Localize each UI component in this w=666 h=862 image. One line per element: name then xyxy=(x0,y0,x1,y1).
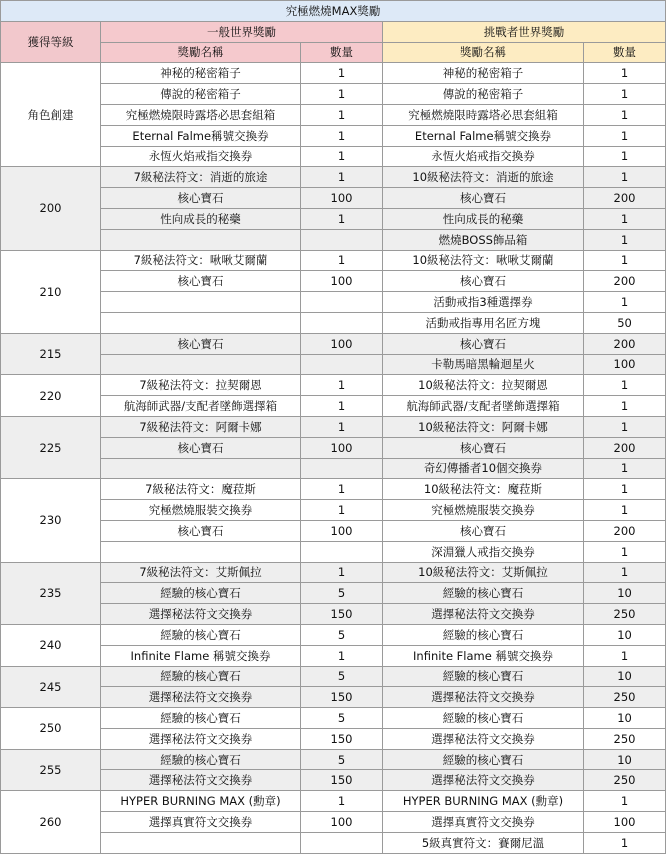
normal-quantity: 1 xyxy=(301,208,383,229)
table-row xyxy=(1,146,666,167)
normal-quantity: 1 xyxy=(301,146,383,167)
normal-quantity-header: 數量 xyxy=(301,42,383,63)
challenger-reward-name: Eternal Falme稱號交換券 xyxy=(383,125,584,146)
normal-quantity: 100 xyxy=(301,437,383,458)
table-row xyxy=(1,583,666,604)
level-cell: 210 xyxy=(1,250,101,333)
level-cell: 240 xyxy=(1,624,101,666)
table-row xyxy=(1,791,666,812)
challenger-quantity: 1 xyxy=(584,63,666,84)
challenger-reward-name: 選擇真實符文交換券 xyxy=(383,812,584,833)
challenger-quantity: 1 xyxy=(584,250,666,271)
challenger-quantity: 250 xyxy=(584,728,666,749)
challenger-reward-name: 經驗的核心寶石 xyxy=(383,708,584,729)
table-row xyxy=(1,125,666,146)
challenger-quantity: 1 xyxy=(584,832,666,853)
level-cell: 255 xyxy=(1,749,101,791)
table-row xyxy=(1,479,666,500)
challenger-quantity: 1 xyxy=(584,167,666,188)
normal-quantity: 1 xyxy=(301,125,383,146)
challenger-quantity: 1 xyxy=(584,375,666,396)
challenger-reward-name: 核心寶石 xyxy=(383,271,584,292)
normal-quantity: 1 xyxy=(301,63,383,84)
challenger-quantity-header: 數量 xyxy=(584,42,666,63)
table-title: 究極燃燒MAX獎勵 xyxy=(1,1,666,22)
challenger-reward-name: 選擇秘法符文交換券 xyxy=(383,687,584,708)
challenger-quantity: 10 xyxy=(584,624,666,645)
challenger-reward-name: 航海師武器/支配者墜飾選擇箱 xyxy=(383,396,584,417)
normal-reward-name: 究極燃燒服裝交換券 xyxy=(101,500,301,521)
table-row xyxy=(1,749,666,770)
normal-reward-name xyxy=(101,541,301,562)
normal-quantity: 150 xyxy=(301,687,383,708)
challenger-quantity: 200 xyxy=(584,520,666,541)
normal-reward-name: 核心寶石 xyxy=(101,188,301,209)
challenger-quantity: 1 xyxy=(584,562,666,583)
table-row xyxy=(1,229,666,250)
table-row xyxy=(1,458,666,479)
normal-quantity: 1 xyxy=(301,396,383,417)
challenger-quantity: 10 xyxy=(584,708,666,729)
normal-reward-name xyxy=(101,292,301,313)
normal-reward-name: 選擇真實符文交換券 xyxy=(101,812,301,833)
normal-reward-name: 神秘的秘密箱子 xyxy=(101,63,301,84)
challenger-quantity: 1 xyxy=(584,146,666,167)
level-cell: 260 xyxy=(1,791,101,853)
challenger-quantity: 1 xyxy=(584,791,666,812)
challenger-quantity: 1 xyxy=(584,416,666,437)
challenger-quantity: 1 xyxy=(584,229,666,250)
table-row xyxy=(1,63,666,84)
normal-quantity: 5 xyxy=(301,624,383,645)
challenger-reward-name: 神秘的秘密箱子 xyxy=(383,63,584,84)
normal-quantity: 1 xyxy=(301,375,383,396)
table-row xyxy=(1,416,666,437)
table-row xyxy=(1,188,666,209)
normal-quantity: 5 xyxy=(301,666,383,687)
challenger-reward-name: 深淵獵人戒指交換券 xyxy=(383,541,584,562)
challenger-reward-name: 10級秘法符文：魔菈斯 xyxy=(383,479,584,500)
table-row xyxy=(1,104,666,125)
normal-reward-name: 核心寶石 xyxy=(101,520,301,541)
challenger-reward-name: HYPER BURNING MAX (勳章) xyxy=(383,791,584,812)
normal-quantity: 150 xyxy=(301,604,383,625)
challenger-quantity: 1 xyxy=(584,104,666,125)
level-cell: 220 xyxy=(1,375,101,417)
table-row xyxy=(1,666,666,687)
table-row xyxy=(1,250,666,271)
challenger-reward-name: 10級秘法符文：阿爾卡娜 xyxy=(383,416,584,437)
table-row xyxy=(1,687,666,708)
normal-quantity: 150 xyxy=(301,770,383,791)
challenger-reward-name: Infinite Flame 稱號交換券 xyxy=(383,645,584,666)
challenger-reward-name: 10級秘法符文：拉契爾恩 xyxy=(383,375,584,396)
table-row xyxy=(1,562,666,583)
challenger-quantity: 10 xyxy=(584,583,666,604)
challenger-reward-name: 10級秘法符文：啾啾艾爾蘭 xyxy=(383,250,584,271)
normal-quantity: 100 xyxy=(301,188,383,209)
challenger-reward-name: 卡勒馬暗黑輪迴星火 xyxy=(383,354,584,375)
normal-quantity: 5 xyxy=(301,583,383,604)
normal-reward-name: 7級秘法符文：啾啾艾爾蘭 xyxy=(101,250,301,271)
challenger-reward-name: 性向成長的秘藥 xyxy=(383,208,584,229)
normal-quantity xyxy=(301,541,383,562)
normal-quantity xyxy=(301,292,383,313)
challenger-reward-name: 經驗的核心寶石 xyxy=(383,749,584,770)
normal-reward-name: 性向成長的秘藥 xyxy=(101,208,301,229)
normal-quantity xyxy=(301,229,383,250)
normal-quantity: 100 xyxy=(301,520,383,541)
normal-reward-name: 核心寶石 xyxy=(101,333,301,354)
table-row xyxy=(1,832,666,853)
normal-quantity xyxy=(301,312,383,333)
level-cell: 215 xyxy=(1,333,101,375)
normal-quantity: 100 xyxy=(301,333,383,354)
normal-world-header: 一般世界獎勵 xyxy=(101,21,383,42)
normal-reward-name: 經驗的核心寶石 xyxy=(101,708,301,729)
normal-quantity: 1 xyxy=(301,500,383,521)
table-row xyxy=(1,728,666,749)
table-row xyxy=(1,624,666,645)
table-row xyxy=(1,396,666,417)
challenger-reward-name: 選擇秘法符文交換券 xyxy=(383,728,584,749)
normal-quantity: 1 xyxy=(301,416,383,437)
normal-reward-name: 究極燃燒限時露塔必思套組箱 xyxy=(101,104,301,125)
normal-reward-name: Eternal Falme稱號交換券 xyxy=(101,125,301,146)
normal-reward-name xyxy=(101,312,301,333)
level-cell: 200 xyxy=(1,167,101,250)
table-body xyxy=(1,63,666,853)
challenger-reward-name: 選擇秘法符文交換券 xyxy=(383,770,584,791)
challenger-quantity: 1 xyxy=(584,84,666,105)
challenger-reward-name: 經驗的核心寶石 xyxy=(383,666,584,687)
normal-reward-name xyxy=(101,229,301,250)
normal-reward-name: 選擇秘法符文交換券 xyxy=(101,604,301,625)
challenger-quantity: 250 xyxy=(584,770,666,791)
normal-reward-name: 經驗的核心寶石 xyxy=(101,749,301,770)
challenger-reward-name: 核心寶石 xyxy=(383,520,584,541)
normal-reward-name: 永恆火焰戒指交換券 xyxy=(101,146,301,167)
challenger-reward-name: 經驗的核心寶石 xyxy=(383,624,584,645)
challenger-quantity: 250 xyxy=(584,604,666,625)
challenger-reward-name: 燃燒BOSS飾品箱 xyxy=(383,229,584,250)
normal-reward-name: 核心寶石 xyxy=(101,271,301,292)
challenger-quantity: 250 xyxy=(584,687,666,708)
table-row xyxy=(1,541,666,562)
normal-quantity: 5 xyxy=(301,708,383,729)
challenger-quantity: 1 xyxy=(584,125,666,146)
table-row xyxy=(1,167,666,188)
challenger-world-header: 挑戰者世界獎勵 xyxy=(383,21,666,42)
normal-reward-name: 選擇秘法符文交換券 xyxy=(101,728,301,749)
challenger-quantity: 1 xyxy=(584,396,666,417)
level-cell: 角色創建 xyxy=(1,63,101,167)
normal-reward-name xyxy=(101,354,301,375)
normal-quantity: 1 xyxy=(301,167,383,188)
level-cell: 245 xyxy=(1,666,101,708)
challenger-quantity: 200 xyxy=(584,271,666,292)
table-row xyxy=(1,437,666,458)
challenger-reward-name: 究極燃燒服裝交換券 xyxy=(383,500,584,521)
table-row xyxy=(1,375,666,396)
normal-reward-name: 經驗的核心寶石 xyxy=(101,583,301,604)
challenger-reward-name: 10級秘法符文：消逝的旅途 xyxy=(383,167,584,188)
normal-quantity: 150 xyxy=(301,728,383,749)
normal-reward-name: 經驗的核心寶石 xyxy=(101,666,301,687)
normal-reward-name: 核心寶石 xyxy=(101,437,301,458)
challenger-reward-name: 傳說的秘密箱子 xyxy=(383,84,584,105)
challenger-quantity: 1 xyxy=(584,479,666,500)
challenger-reward-name: 核心寶石 xyxy=(383,437,584,458)
level-cell: 250 xyxy=(1,708,101,750)
challenger-reward-name: 核心寶石 xyxy=(383,333,584,354)
challenger-reward-name: 選擇秘法符文交換券 xyxy=(383,604,584,625)
challenger-reward-name: 活動戒指3種選擇券 xyxy=(383,292,584,313)
level-cell: 230 xyxy=(1,479,101,562)
table-row xyxy=(1,812,666,833)
challenger-quantity: 200 xyxy=(584,333,666,354)
table-row xyxy=(1,271,666,292)
table-row xyxy=(1,292,666,313)
normal-reward-name: 經驗的核心寶石 xyxy=(101,624,301,645)
normal-quantity: 1 xyxy=(301,479,383,500)
normal-reward-name: 7級秘法符文：拉契爾恩 xyxy=(101,375,301,396)
table-row xyxy=(1,770,666,791)
challenger-reward-name: 5級真實符文：賽爾尼溫 xyxy=(383,832,584,853)
table-row xyxy=(1,354,666,375)
challenger-quantity: 10 xyxy=(584,666,666,687)
normal-quantity: 1 xyxy=(301,250,383,271)
table-row xyxy=(1,84,666,105)
level-cell: 225 xyxy=(1,416,101,478)
table-row xyxy=(1,333,666,354)
normal-reward-name xyxy=(101,832,301,853)
level-header: 獲得等級 xyxy=(1,21,101,63)
challenger-quantity: 1 xyxy=(584,500,666,521)
normal-quantity: 1 xyxy=(301,84,383,105)
table-row xyxy=(1,520,666,541)
challenger-reward-name: 核心寶石 xyxy=(383,188,584,209)
normal-reward-name: 7級秘法符文：消逝的旅途 xyxy=(101,167,301,188)
challenger-quantity: 100 xyxy=(584,354,666,375)
table-row xyxy=(1,708,666,729)
normal-quantity: 1 xyxy=(301,104,383,125)
normal-quantity: 1 xyxy=(301,645,383,666)
normal-quantity: 100 xyxy=(301,271,383,292)
challenger-quantity: 1 xyxy=(584,208,666,229)
normal-reward-name: 選擇秘法符文交換券 xyxy=(101,770,301,791)
normal-reward-name: HYPER BURNING MAX (勳章) xyxy=(101,791,301,812)
normal-reward-name: 7級秘法符文：阿爾卡娜 xyxy=(101,416,301,437)
normal-reward-name: 航海師武器/支配者墜飾選擇箱 xyxy=(101,396,301,417)
challenger-quantity: 100 xyxy=(584,812,666,833)
table-row xyxy=(1,312,666,333)
table-row xyxy=(1,500,666,521)
normal-quantity: 1 xyxy=(301,791,383,812)
challenger-reward-name: 永恆火焰戒指交換券 xyxy=(383,146,584,167)
table-row xyxy=(1,208,666,229)
challenger-quantity: 200 xyxy=(584,188,666,209)
normal-reward-name: 選擇秘法符文交換券 xyxy=(101,687,301,708)
table-row xyxy=(1,645,666,666)
normal-reward-name: Infinite Flame 稱號交換券 xyxy=(101,645,301,666)
challenger-quantity: 200 xyxy=(584,437,666,458)
normal-quantity: 5 xyxy=(301,749,383,770)
challenger-reward-name: 經驗的核心寶石 xyxy=(383,583,584,604)
normal-quantity xyxy=(301,354,383,375)
normal-reward-name: 7級秘法符文：艾斯佩拉 xyxy=(101,562,301,583)
challenger-quantity: 1 xyxy=(584,541,666,562)
challenger-quantity: 1 xyxy=(584,458,666,479)
challenger-reward-name: 10級秘法符文：艾斯佩拉 xyxy=(383,562,584,583)
challenger-reward-name: 活動戒指專用名匠方塊 xyxy=(383,312,584,333)
table-row xyxy=(1,604,666,625)
normal-quantity xyxy=(301,458,383,479)
normal-reward-name xyxy=(101,458,301,479)
challenger-reward-name: 奇幻傳播者10個交換券 xyxy=(383,458,584,479)
normal-quantity xyxy=(301,832,383,853)
challenger-quantity: 1 xyxy=(584,645,666,666)
normal-quantity: 1 xyxy=(301,562,383,583)
challenger-reward-name: 究極燃燒限時露塔必思套組箱 xyxy=(383,104,584,125)
normal-quantity: 100 xyxy=(301,812,383,833)
challenger-quantity: 10 xyxy=(584,749,666,770)
challenger-reward-name-header: 獎勵名稱 xyxy=(383,42,584,63)
normal-reward-name-header: 獎勵名稱 xyxy=(101,42,301,63)
challenger-quantity: 1 xyxy=(584,292,666,313)
level-cell: 235 xyxy=(1,562,101,624)
normal-reward-name: 傳說的秘密箱子 xyxy=(101,84,301,105)
challenger-quantity: 50 xyxy=(584,312,666,333)
normal-reward-name: 7級秘法符文：魔菈斯 xyxy=(101,479,301,500)
